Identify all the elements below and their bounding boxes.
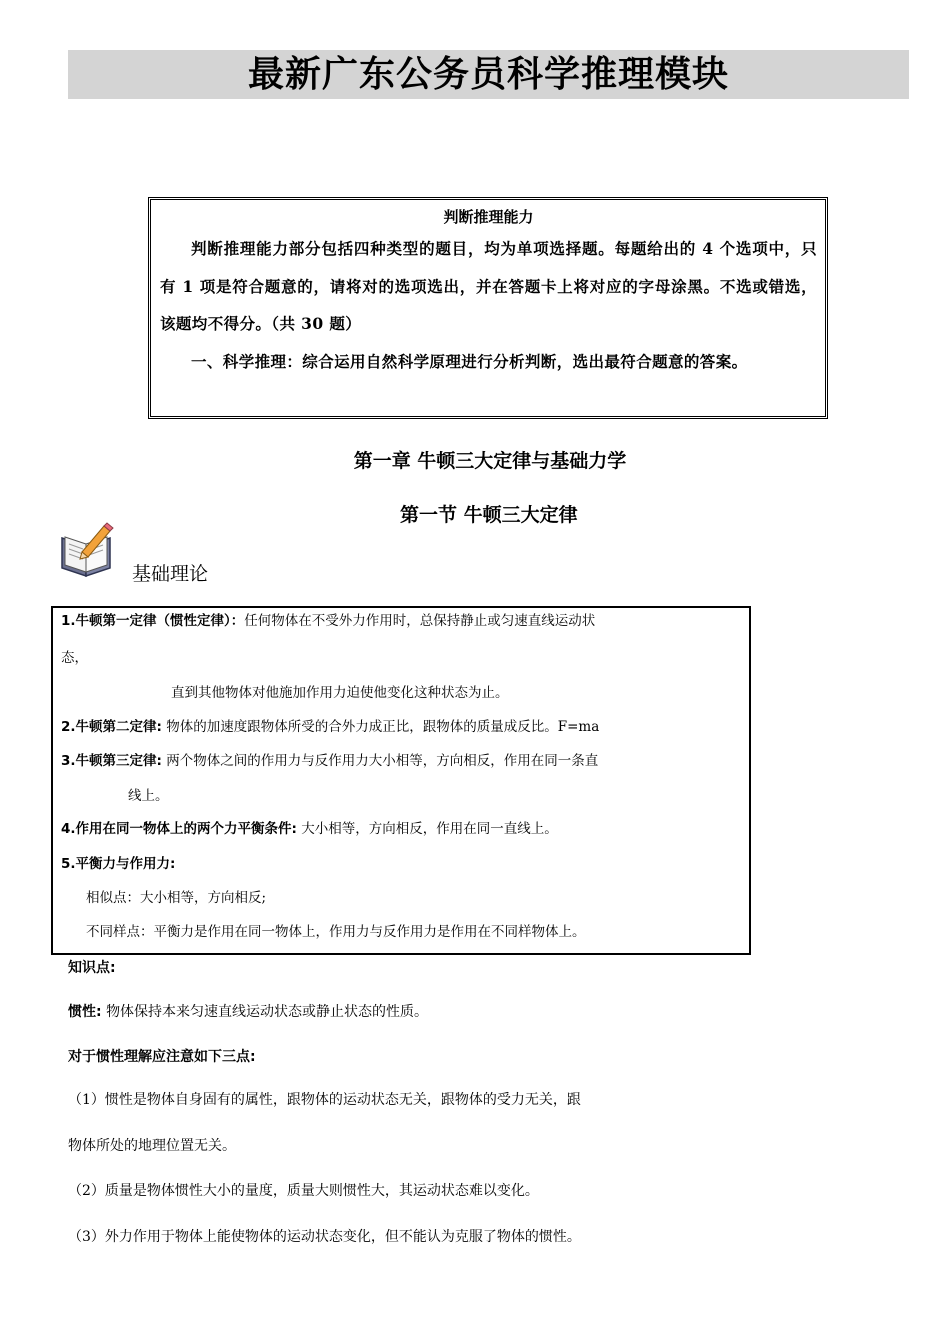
law-3-label: 3.牛顿第三定律:: [61, 753, 162, 769]
intro-heading: 判断推理能力: [443, 208, 534, 226]
section-title: 第一节 牛顿三大定律: [400, 504, 578, 526]
point-1-continuation: 物体所处的地理位置无关。: [68, 1138, 236, 1154]
intro-box: [148, 197, 828, 419]
point-1: （1）惯性是物体自身固有的属性，跟物体的运动状态无关，跟物体的受力无关，跟: [68, 1092, 581, 1108]
point-2: （2）质量是物体惯性大小的量度，质量大则惯性大，其运动状态难以变化。: [68, 1183, 539, 1199]
law-5-line: [61, 854, 175, 874]
theory-box: [51, 606, 751, 955]
law-1-line: [61, 611, 595, 631]
law-1-text: 任何物体在不受外力作用时，总保持静止或匀速直线运动状: [244, 613, 596, 629]
law-4-line: [61, 819, 558, 839]
points-heading: 对于惯性理解应注意如下三点:: [68, 1049, 256, 1065]
law-2-label: 2.牛顿第二定律:: [61, 719, 162, 735]
law-5-label: 5.平衡力与作用力:: [61, 856, 176, 872]
law-4-label: 4.作用在同一物体上的两个力平衡条件:: [61, 821, 297, 837]
inertia-label: 惯性:: [68, 1004, 102, 1020]
law-1-continuation-2: 直到其他物体对他施加作用力迫使他变化这种状态为止。: [171, 685, 509, 701]
point-3: （3）外力作用于物体上能使物体的运动状态变化，但不能认为克服了物体的惯性。: [68, 1229, 581, 1245]
chapter-title: 第一章 牛顿三大定律与基础力学: [353, 450, 627, 472]
inertia-text: 物体保持本来匀速直线运动状态或静止状态的性质。: [106, 1004, 429, 1020]
law-1-label: 1.牛顿第一定律（惯性定律）：: [61, 613, 245, 629]
inertia-definition: [68, 1002, 428, 1022]
law-5-similarity: 相似点：大小相等，方向相反;: [86, 890, 267, 906]
intro-paragraph-science: 一、科学推理：综合运用自然科学原理进行分析判断，选出最符合题意的答案。: [191, 351, 748, 371]
law-2-text: 物体的加速度跟物体所受的合外力成正比，跟物体的质量成反比。F=ma: [166, 719, 600, 735]
law-2-line: [61, 717, 599, 737]
law-4-text: 大小相等，方向相反，作用在同一直线上。: [301, 821, 558, 837]
law-1-continuation: 态，: [61, 650, 88, 666]
book-pencil-icon: [58, 522, 114, 580]
law-5-difference: 不同样点：平衡力是作用在同一物体上，作用力与反作用力是作用在不同样物体上。: [86, 924, 586, 940]
basic-theory-label: 基础理论: [132, 563, 209, 585]
law-3-continuation: 线上。: [128, 788, 169, 804]
intro-paragraph: 判断推理能力部分包括四种类型的题目，均为单项选择题。每题给出的 4 个选项中，只有 1 项是符合题意的，请将对的选项选出，并在答题卡上将对应的字母涂黑。不选或错选，该题均不得分。（共 30 题）: [160, 239, 817, 333]
page-title: 最新广东公务员科学推理模块: [247, 54, 729, 95]
law-3-line: [61, 751, 598, 771]
knowledge-label: 知识点:: [68, 960, 116, 976]
law-3-text: 两个物体之间的作用力与反作用力大小相等，方向相反，作用在同一条直: [166, 753, 599, 769]
